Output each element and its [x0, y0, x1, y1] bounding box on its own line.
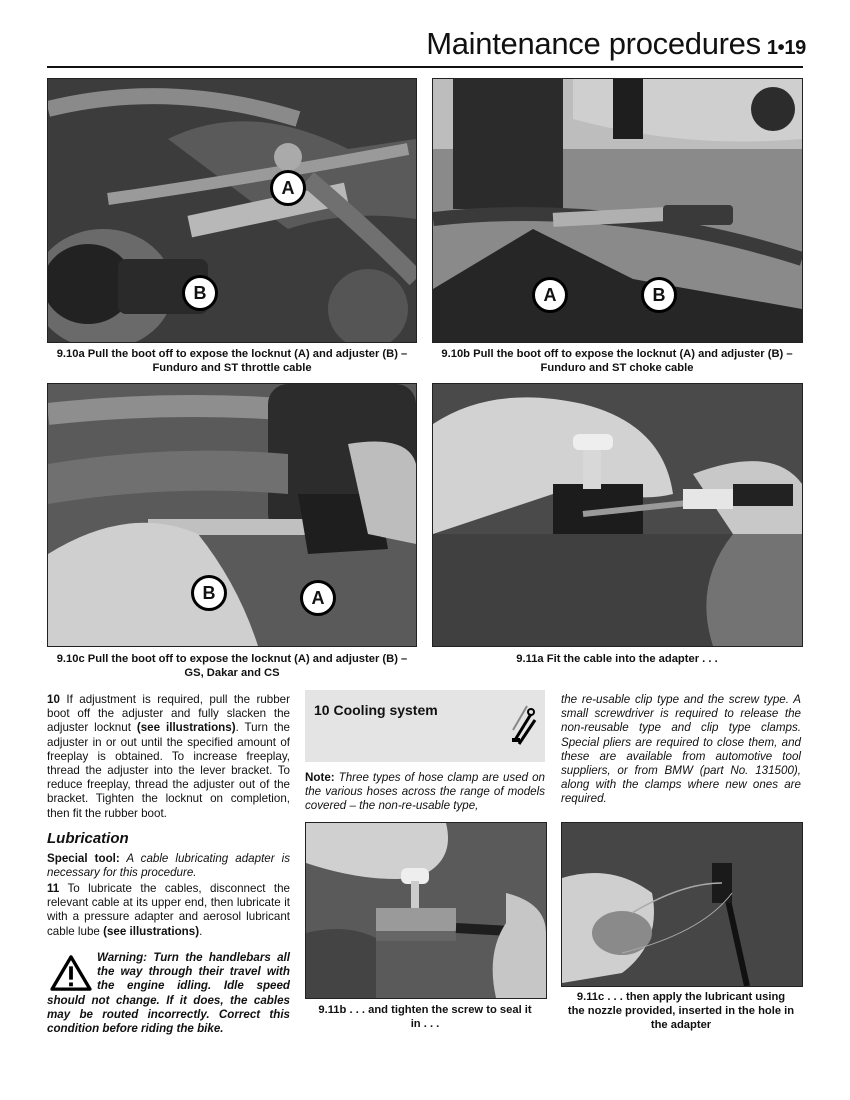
caption-9-10c: 9.10c Pull the boot off to expose the locknut (A) and adjuster (B) – GS, Dakar and CS [56, 653, 408, 679]
hose-clamp-paragraph: the re-usable clip type and the screw type. A small screwdriver is required to release the non-reusable type and clip type clamps. Special pliers are required to close them, and these are available from automotive tool suppliers, or from BMW (part No. 131500), along with the clamps where new ones are required. [561, 693, 801, 806]
photo-label-a: A [532, 277, 568, 313]
photo-9-11a [432, 383, 803, 647]
caption-9-11c: 9.11c . . . then apply the lubricant using the nozzle provided, inserted in the hole in the adapter [567, 991, 795, 1031]
caption-9-10b: 9.10b Pull the boot off to expose the locknut (A) and adjuster (B) – Funduro and ST choke cable [441, 348, 793, 374]
photo-9-10a [47, 78, 417, 343]
photo-9-10b [432, 78, 803, 343]
note-paragraph: Note: Three types of hose clamp are used on the various hoses across the range of models covered – the non-re-usable type, [305, 771, 545, 813]
header-rule [47, 66, 803, 68]
paragraph-11: 11 To lubricate the cables, disconnect the relevant cable at its upper end, then lubricate it with a pressure adapter and aerosol lubricant cable lube (see illustrations). [47, 882, 290, 938]
photo-label-a: A [300, 580, 336, 616]
section-heading-lubrication: Lubrication [47, 830, 129, 847]
caption-9-11b: 9.11b . . . and tighten the screw to seal it in . . . [318, 1004, 532, 1030]
photo-9-11c [561, 822, 803, 987]
paragraph-10: 10 If adjustment is required, pull the rubber boot off the adjuster and fully slacken the adjuster locknut (see illustrations). Turn the adjuster in or out until the specified amount of freeplay is obtained. To increase freeplay, thread the adjuster into the lever bracket. To reduce freeplay, thread the adjuster out of the bracket. Tighten the locknut on completion, then fit the rubber boot. [47, 693, 290, 820]
difficulty-rating-icon [509, 700, 539, 750]
page-title: Maintenance procedures 1•19 [426, 26, 806, 61]
photo-9-10c [47, 383, 417, 647]
special-tool-note: Special tool: A cable lubricating adapter is necessary for this procedure. [47, 852, 290, 880]
caption-9-11a: 9.11a Fit the cable into the adapter . . . [516, 653, 718, 665]
photo-label-b: B [641, 277, 677, 313]
warning-text: Warning: Turn the handlebars all the way through their travel with the engine idling. Idle speed should not change. If it does, the cables may be routed incorrectly. Correct this condition before riding the bike. [47, 951, 290, 1036]
cooling-system-section-box [305, 690, 545, 762]
caption-9-10a: 9.10a Pull the boot off to expose the locknut (A) and adjuster (B) – Funduro and ST throttle cable [56, 348, 408, 374]
photo-label-b: B [191, 575, 227, 611]
photo-9-11b [305, 822, 547, 999]
page-number: 1•19 [766, 37, 806, 59]
section-title: 10 Cooling system [314, 702, 438, 718]
photo-label-b: B [182, 275, 218, 311]
photo-label-a: A [270, 170, 306, 206]
